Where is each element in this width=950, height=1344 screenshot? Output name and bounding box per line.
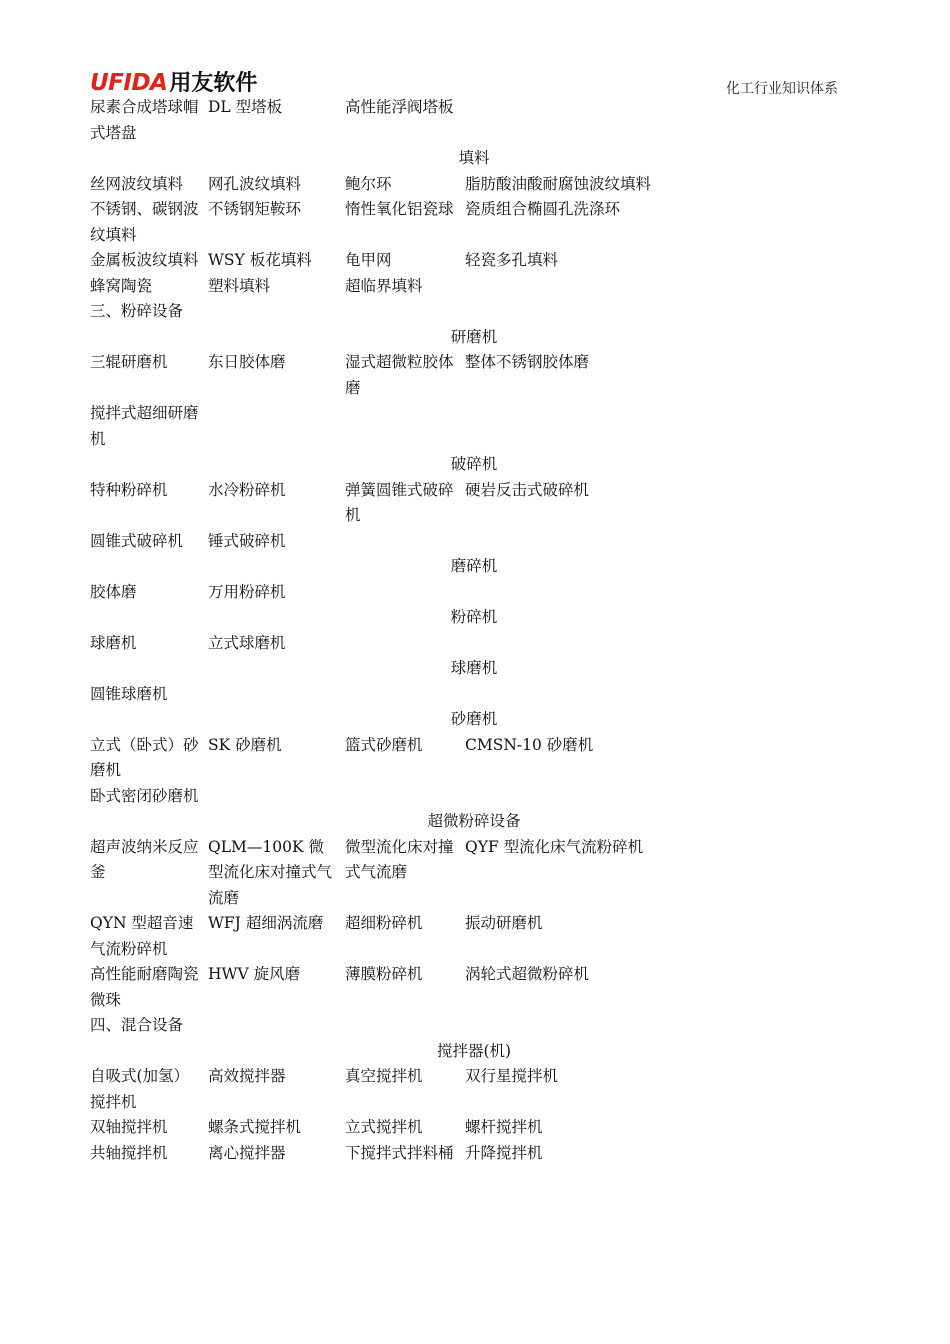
- equipment-item: 尿素合成塔球帽式塔盘: [90, 98, 199, 142]
- equipment-item: [345, 401, 465, 452]
- category-title: 粉碎机: [450, 608, 498, 626]
- equipment-item: 立式球磨机: [208, 633, 286, 652]
- equipment-row: [90, 529, 690, 555]
- equipment-item: 龟甲网: [345, 251, 392, 269]
- equipment-item: 共轴搅拌机: [90, 1143, 168, 1162]
- equipment-item: 下搅拌式拌料桶: [345, 1143, 454, 1162]
- equipment-item: 双行星搅拌机: [465, 1067, 559, 1085]
- equipment-item: 硬岩反击式破碎机: [465, 480, 590, 499]
- equipment-item: WSY 板花填料: [208, 251, 312, 269]
- equipment-item: 不锈钢矩鞍环: [208, 200, 302, 218]
- logo-text-cn: 用友软件: [169, 71, 258, 96]
- equipment-item: [345, 631, 465, 657]
- equipment-item: 高性能耐磨陶瓷微珠: [90, 965, 199, 1009]
- equipment-item: [465, 529, 690, 555]
- equipment-item: WFJ 超细涡流磨: [208, 914, 324, 932]
- equipment-item: 网孔波纹填料: [208, 174, 302, 193]
- equipment-item: [465, 631, 690, 657]
- equipment-item: 超临界填料: [345, 276, 423, 295]
- equipment-row: [90, 631, 690, 657]
- equipment-item: 升降搅拌机: [465, 1143, 543, 1162]
- equipment-row: [90, 350, 690, 401]
- equipment-row: [90, 733, 690, 784]
- equipment-item: 圆锥式破碎机: [90, 531, 184, 550]
- equipment-item: QYN 型超音速气流粉碎机: [90, 914, 194, 958]
- equipment-item: [465, 580, 690, 606]
- equipment-item: 自吸式(加氢）搅拌机: [90, 1067, 190, 1111]
- equipment-item: 卧式密闭砂磨机: [90, 786, 199, 805]
- equipment-item: [465, 274, 690, 300]
- equipment-item: 湿式超微粒胶体磨: [345, 353, 454, 397]
- equipment-item: 超细粉碎机: [345, 914, 423, 932]
- equipment-item: 涡轮式超微粉碎机: [465, 965, 590, 983]
- equipment-item: [345, 529, 465, 555]
- equipment-item: 轻瓷多孔填料: [465, 251, 559, 269]
- equipment-item: 螺杆搅拌机: [465, 1118, 543, 1136]
- category-title: 搅拌器(机): [436, 1041, 512, 1060]
- equipment-row: [90, 580, 690, 606]
- equipment-item: QLM—100K 微型流化床对撞式气流磨: [208, 837, 333, 907]
- equipment-row: [90, 172, 690, 198]
- section-heading: 三、粉碎设备: [90, 302, 184, 320]
- category-title: 超微粉碎设备: [427, 812, 521, 830]
- equipment-item: 胶体磨: [90, 582, 137, 601]
- logo-text-en: UFIDA: [90, 70, 168, 96]
- equipment-item: [465, 784, 690, 810]
- equipment-item: [208, 401, 345, 452]
- equipment-item: 微型流化床对撞式气流磨: [345, 837, 454, 881]
- equipment-item: [465, 401, 690, 452]
- category-title: 砂磨机: [450, 710, 498, 728]
- equipment-row: [90, 835, 690, 912]
- equipment-item: 金属板波纹填料: [90, 251, 199, 269]
- section-heading: 四、混合设备: [90, 1016, 184, 1034]
- category-title: 破碎机: [450, 455, 498, 473]
- category-title: 磨碎机: [450, 557, 498, 575]
- category-title: 研磨机: [450, 327, 498, 346]
- equipment-item: 立式搅拌机: [345, 1118, 423, 1136]
- equipment-row: [90, 1115, 690, 1141]
- equipment-row: [90, 784, 690, 810]
- equipment-row: [90, 95, 690, 146]
- equipment-item: 篮式砂磨机: [345, 735, 423, 754]
- equipment-item: 球磨机: [90, 633, 137, 652]
- equipment-item: 整体不锈钢胶体磨: [465, 353, 590, 371]
- equipment-row: [90, 682, 690, 708]
- equipment-item: 离心搅拌器: [208, 1143, 286, 1162]
- equipment-row: [90, 911, 690, 962]
- equipment-item: 弹簧圆锥式破碎机: [345, 480, 454, 524]
- equipment-item: [345, 784, 465, 810]
- header-title: 化工行业知识体系: [726, 81, 838, 97]
- equipment-item: 高性能浮阀塔板: [345, 98, 454, 116]
- equipment-item: DL 型塔板: [208, 98, 283, 116]
- equipment-item: [208, 682, 345, 708]
- equipment-row: [90, 401, 690, 452]
- equipment-item: 双轴搅拌机: [90, 1118, 168, 1136]
- equipment-row: [90, 478, 690, 529]
- equipment-item: 鲍尔环: [345, 174, 392, 193]
- equipment-item: 高效搅拌器: [208, 1067, 286, 1085]
- equipment-item: 螺条式搅拌机: [208, 1118, 302, 1136]
- equipment-item: 不锈钢、碳钢波纹填料: [90, 200, 199, 244]
- equipment-item: 振动研磨机: [465, 914, 543, 932]
- equipment-item: 搅拌式超细研磨机: [90, 404, 199, 448]
- equipment-item: HWV 旋风磨: [208, 965, 301, 983]
- equipment-row: [90, 1064, 690, 1115]
- equipment-item: [208, 784, 345, 810]
- equipment-item: 锤式破碎机: [208, 531, 286, 550]
- equipment-item: [345, 682, 465, 708]
- category-title: 填料: [458, 149, 490, 167]
- equipment-item: 超声波纳米反应釜: [90, 837, 199, 881]
- equipment-item: 蜂窝陶瓷: [90, 276, 153, 295]
- equipment-item: 塑料填料: [208, 276, 271, 295]
- equipment-item: 脂肪酸油酸耐腐蚀波纹填料: [465, 174, 652, 193]
- equipment-item: [465, 95, 690, 146]
- equipment-row: [90, 1141, 690, 1167]
- equipment-item: 丝网波纹填料: [90, 174, 184, 193]
- equipment-item: 惰性氧化铝瓷球: [345, 200, 454, 218]
- equipment-item: 真空搅拌机: [345, 1067, 423, 1085]
- equipment-row: [90, 274, 690, 300]
- equipment-item: [345, 580, 465, 606]
- equipment-row: [90, 197, 690, 248]
- equipment-item: 薄膜粉碎机: [345, 965, 423, 983]
- equipment-row: [90, 962, 690, 1013]
- equipment-item: 万用粉碎机: [208, 582, 286, 601]
- equipment-item: 瓷质组合椭圆孔洗涤环: [465, 200, 621, 218]
- equipment-item: 三辊研磨机: [90, 353, 168, 371]
- equipment-item: QYF 型流化床气流粉碎机: [465, 837, 644, 856]
- document-body: [90, 95, 690, 1166]
- equipment-row: [90, 248, 690, 274]
- equipment-item: SK 砂磨机: [208, 735, 282, 754]
- equipment-item: 东日胶体磨: [208, 353, 286, 371]
- ufida-logo: [90, 66, 257, 97]
- equipment-item: 圆锥球磨机: [90, 684, 168, 703]
- equipment-item: CMSN-10 砂磨机: [465, 735, 594, 754]
- category-title: 球磨机: [450, 659, 498, 677]
- equipment-item: 特种粉碎机: [90, 480, 168, 499]
- equipment-item: 立式（卧式）砂磨机: [90, 735, 199, 779]
- equipment-item: 水冷粉碎机: [208, 480, 286, 499]
- equipment-item: [465, 682, 690, 708]
